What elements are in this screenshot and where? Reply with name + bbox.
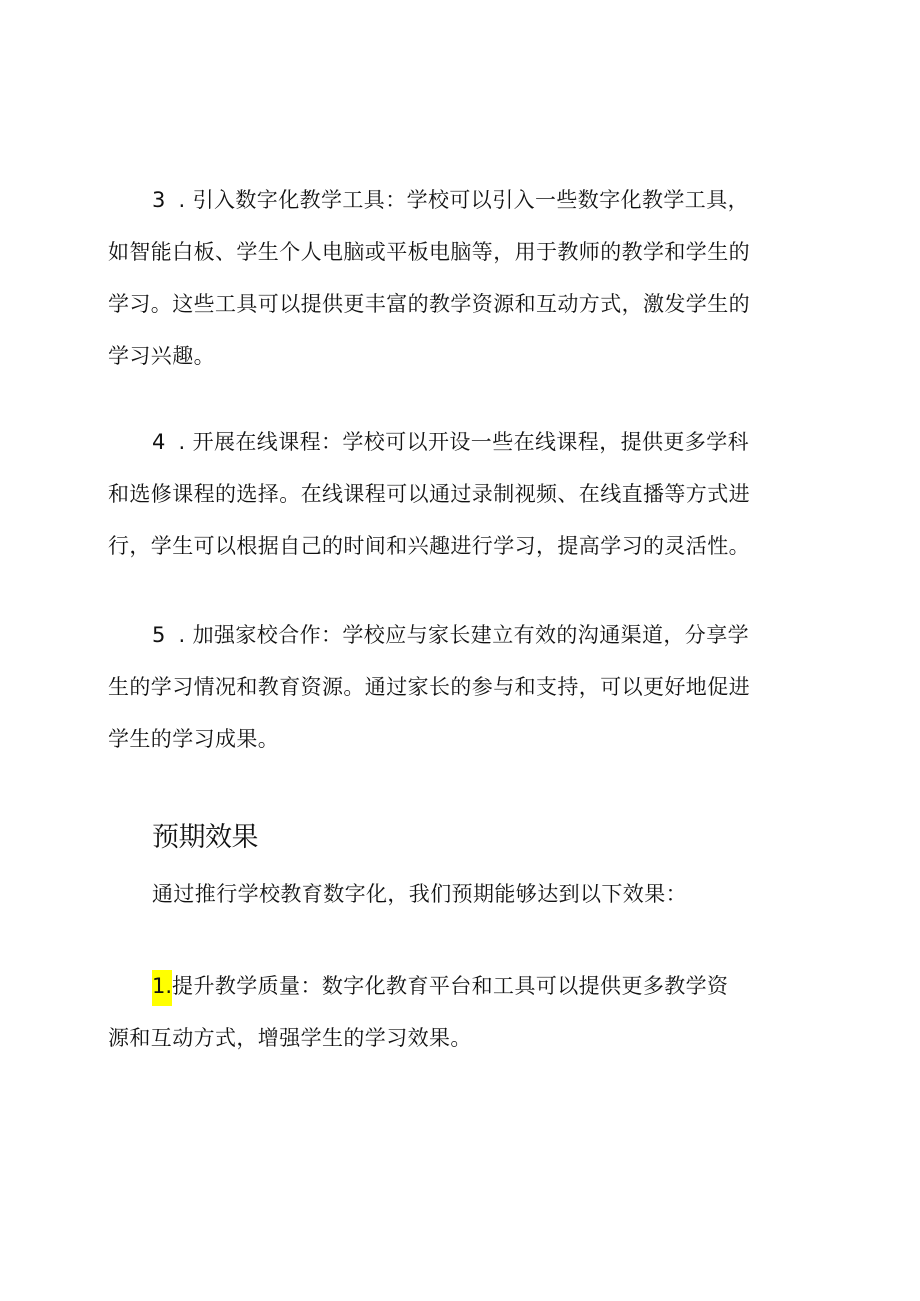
effect-item-line: 1.提升教学质量：数字化教育平台和工具可以提供更多教学资 bbox=[108, 960, 812, 1012]
list-item-line: 学习。这些工具可以提供更丰富的教学资源和互动方式，激发学生的 bbox=[108, 292, 750, 316]
list-item-3 bbox=[108, 174, 812, 382]
list-item-4 bbox=[108, 416, 812, 572]
effect-item-1 bbox=[108, 960, 812, 1064]
list-item-line: 学习兴趣。 bbox=[108, 344, 215, 368]
section-heading: 预期效果 bbox=[152, 822, 258, 853]
list-item-5 bbox=[108, 609, 812, 765]
list-item-line: 行，学生可以根据自己的时间和兴趣进行学习，提高学习的灵活性。 bbox=[108, 534, 750, 558]
list-number: 3 bbox=[152, 188, 172, 212]
list-item-line: 3 . 引入数字化教学工具：学校可以引入一些数字化教学工具， bbox=[152, 188, 750, 212]
highlighted-number: 1. bbox=[152, 970, 172, 1006]
list-item-line: 和选修课程的选择。在线课程可以通过录制视频、在线直播等方式进 bbox=[108, 482, 750, 506]
list-item-line: 4 . 开展在线课程：学校可以开设一些在线课程，提供更多学科 bbox=[152, 430, 750, 454]
effect-item-line: 源和互动方式，增强学生的学习效果。 bbox=[108, 1026, 472, 1050]
list-item-line: 学生的学习成果。 bbox=[108, 727, 280, 751]
list-number: 4 bbox=[152, 430, 172, 454]
list-item-line: 如智能白板、学生个人电脑或平板电脑等，用于教师的教学和学生的 bbox=[108, 240, 750, 264]
section-intro: 通过推行学校教育数字化，我们预期能够达到以下效果： bbox=[152, 882, 687, 906]
list-number: 5 bbox=[152, 623, 172, 647]
list-item-line: 生的学习情况和教育资源。通过家长的参与和支持，可以更好地促进 bbox=[108, 675, 750, 699]
list-item-line: 5 . 加强家校合作：学校应与家长建立有效的沟通渠道，分享学 bbox=[152, 623, 750, 647]
